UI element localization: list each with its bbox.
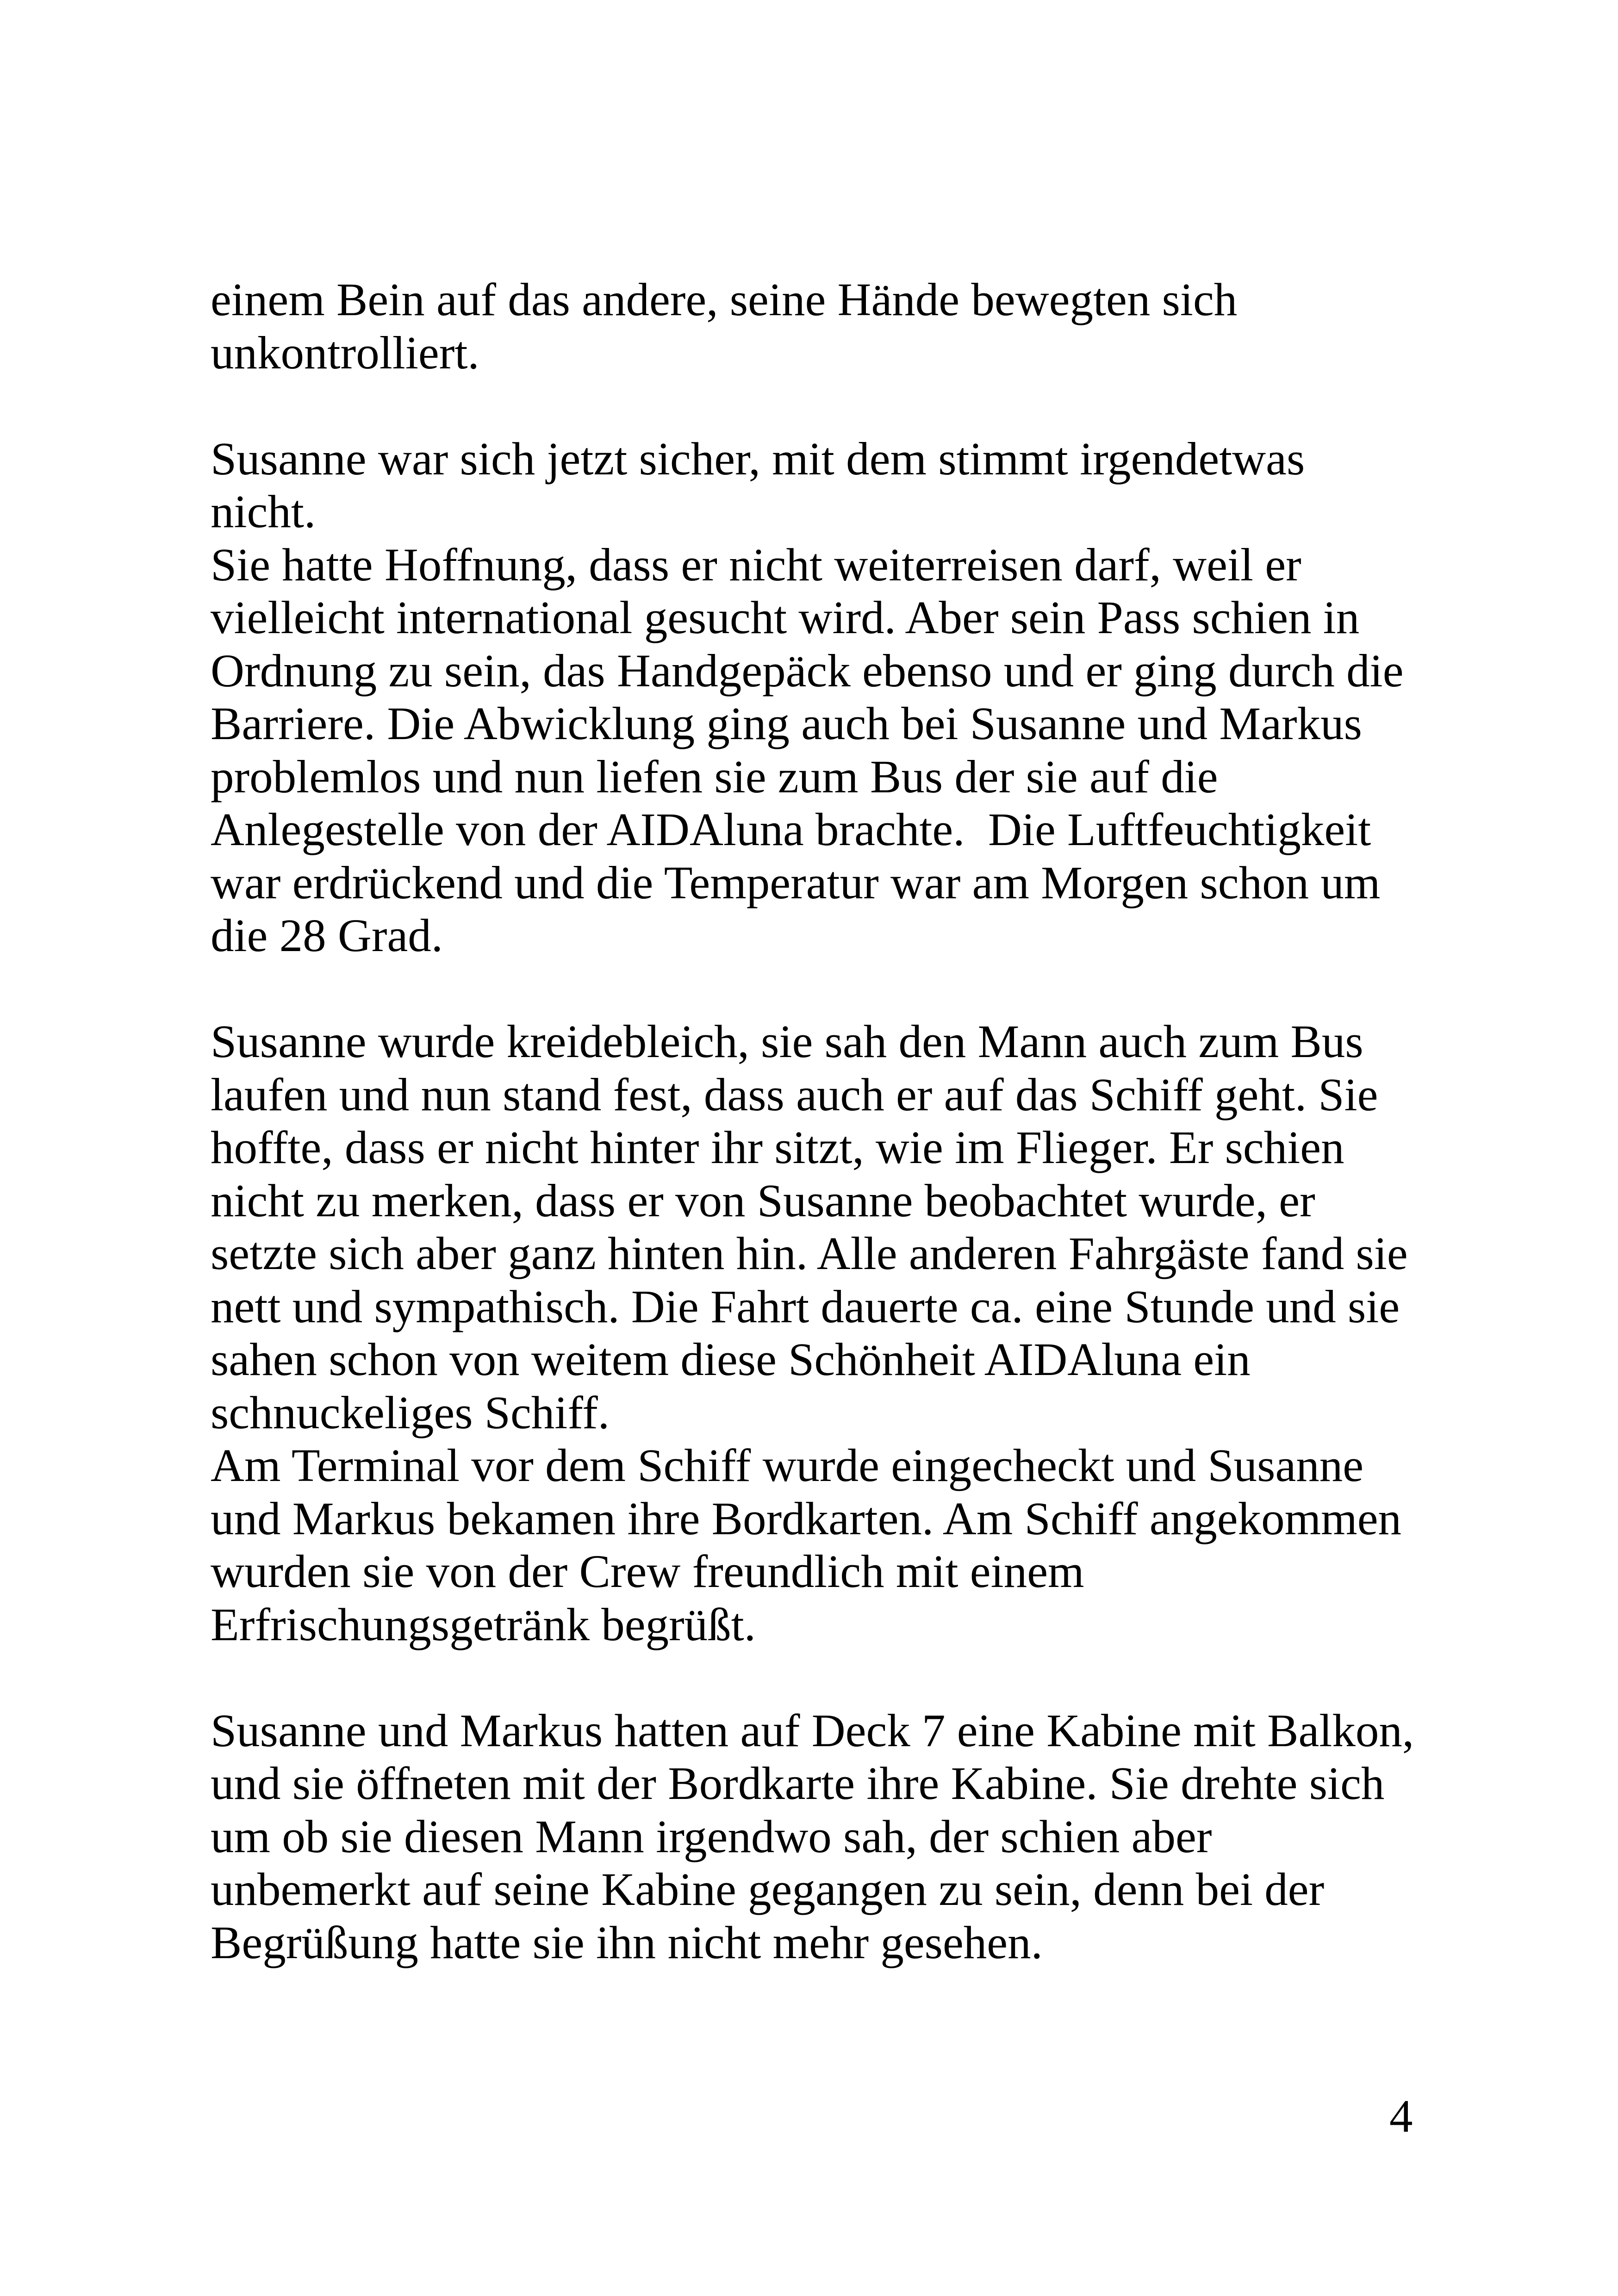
text-line: sahen schon von weitem diese Schönheit AIDAluna ein — [211, 1333, 1251, 1385]
text-line: Susanne wurde kreidebleich, sie sah den Mann auch zum Bus — [211, 1015, 1363, 1067]
text-line: Susanne war sich jetzt sicher, mit dem stimmt irgendetwas — [211, 432, 1305, 485]
text-line: Barriere. Die Abwicklung ging auch bei Susanne und Markus — [211, 697, 1362, 749]
body-text — [211, 273, 1451, 1969]
text-line: Begrüßung hatte sie ihn nicht mehr gesehen. — [211, 1916, 1043, 1968]
text-line: Susanne und Markus hatten auf Deck 7 eine Kabine mit Balkon, — [211, 1704, 1414, 1756]
text-line: war erdrückend und die Temperatur war am Morgen schon um — [211, 856, 1381, 908]
paragraph-3 — [211, 1015, 1451, 1651]
paragraph-2 — [211, 432, 1451, 962]
text-line: wurden sie von der Crew freundlich mit einem — [211, 1545, 1084, 1597]
text-line: und sie öffneten mit der Bordkarte ihre Kabine. Sie drehte sich — [211, 1757, 1385, 1809]
text-line: einem Bein auf das andere, seine Hände bewegten sich — [211, 274, 1238, 325]
text-line: Anlegestelle von der AIDAluna brachte. Die Luftfeuchtigkeit — [211, 803, 1371, 855]
paragraph-1 — [211, 273, 1451, 379]
text-line: Am Terminal vor dem Schiff wurde eingecheckt und Susanne — [211, 1439, 1364, 1491]
paragraph-gap — [211, 962, 1451, 1015]
text-line: laufen und nun stand fest, dass auch er auf das Schiff geht. Sie — [211, 1068, 1378, 1120]
paragraph-gap — [211, 1651, 1451, 1704]
text-line: problemlos und nun liefen sie zum Bus der sie auf die — [211, 750, 1218, 803]
text-line: vielleicht international gesucht wird. Aber sein Pass schien in — [211, 591, 1360, 643]
text-line: die 28 Grad. — [211, 909, 443, 961]
text-line: setzte sich aber ganz hinten hin. Alle anderen Fahrgäste fand sie — [211, 1227, 1408, 1279]
text-line: um ob sie diesen Mann irgendwo sah, der schien aber — [211, 1810, 1212, 1862]
text-line: hoffte, dass er nicht hinter ihr sitzt, wie im Flieger. Er schien — [211, 1121, 1344, 1173]
text-line: schnuckeliges Schiff. — [211, 1386, 610, 1438]
paragraph-4 — [211, 1704, 1451, 1969]
text-line: unkontrolliert. — [211, 326, 479, 379]
text-line: nett und sympathisch. Die Fahrt dauerte ca. eine Stunde und sie — [211, 1280, 1400, 1332]
text-line: Ordnung zu sein, das Handgepäck ebenso und er ging durch die — [211, 644, 1404, 697]
text-line: unbemerkt auf seine Kabine gegangen zu sein, denn bei der — [211, 1863, 1325, 1915]
text-line: und Markus bekamen ihre Bordkarten. Am Schiff angekommen — [211, 1492, 1402, 1544]
text-line: nicht. — [211, 485, 316, 537]
page-number: 4 — [1389, 2090, 1413, 2142]
text-line: Erfrischungsgetränk begrüßt. — [211, 1598, 756, 1650]
text-line: nicht zu merken, dass er von Susanne beobachtet wurde, er — [211, 1174, 1315, 1226]
paragraph-gap — [211, 379, 1451, 432]
text-line: Sie hatte Hoffnung, dass er nicht weiterreisen darf, weil er — [211, 538, 1301, 591]
